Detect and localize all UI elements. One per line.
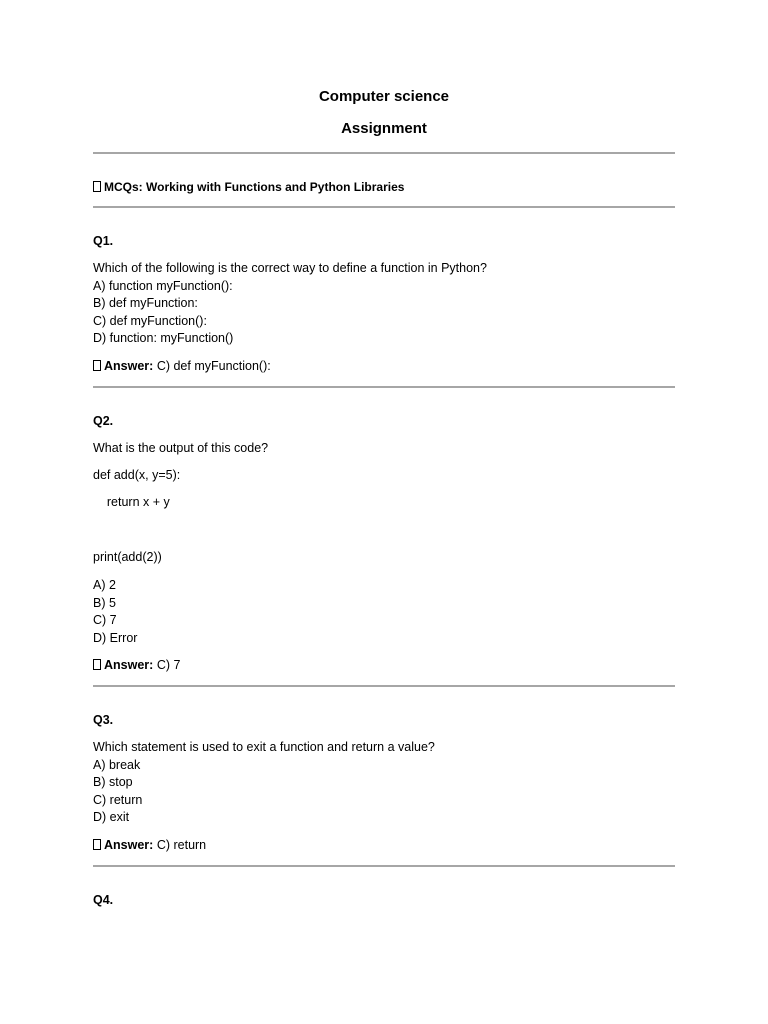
option-a: A) break (93, 757, 141, 772)
option-d: D) exit (93, 810, 130, 824)
question-label: Q2. (93, 414, 114, 428)
question-prompt: What is the output of this code? (93, 441, 269, 455)
answer-line (93, 657, 180, 675)
answer-label: Answer: (104, 359, 154, 373)
question-prompt: Which statement is used to exit a function and return a value? (93, 740, 435, 754)
document-subtitle: Assignment (341, 120, 427, 137)
answer-label: Answer: (104, 838, 154, 852)
option-c: C) 7 (93, 613, 117, 627)
option-d: D) Error (93, 630, 138, 645)
code-line: print(add(2)) (93, 550, 162, 564)
answer-value: C) def myFunction(): (156, 359, 271, 373)
section-heading (93, 179, 404, 197)
question-label: Q4. (93, 893, 114, 907)
option-c: C) return (93, 792, 143, 807)
divider (93, 386, 675, 388)
document-title: Computer science (318, 88, 450, 105)
divider (93, 685, 675, 687)
missing-glyph-icon (93, 839, 101, 850)
question-prompt: Which of the following is the correct way to define a function in Python? (93, 261, 487, 275)
option-b: B) def myFunction: (93, 296, 198, 310)
section-heading-text: MCQs: Working with Functions and Python Libraries (104, 180, 405, 194)
option-d: D) function: myFunction() (93, 331, 234, 345)
code-line: def add(x, y=5): (93, 468, 181, 482)
divider (93, 865, 675, 867)
missing-glyph-icon (93, 360, 101, 371)
missing-glyph-icon (93, 659, 101, 670)
option-a: A) 2 (93, 578, 116, 592)
option-b: B) stop (93, 775, 133, 789)
divider (93, 206, 675, 208)
option-b: B) 5 (93, 595, 116, 610)
answer-line (93, 837, 206, 855)
answer-line (93, 358, 271, 376)
answer-label: Answer: (104, 658, 154, 672)
question-label: Q1. (93, 234, 114, 248)
question-label: Q3. (93, 713, 114, 727)
option-a: A) function myFunction(): (93, 278, 233, 293)
answer-value: C) return (156, 838, 207, 852)
missing-glyph-icon (93, 181, 101, 192)
answer-value: C) 7 (156, 658, 181, 672)
divider (93, 152, 675, 154)
code-line: return x + y (93, 495, 170, 509)
option-c: C) def myFunction(): (93, 313, 207, 328)
